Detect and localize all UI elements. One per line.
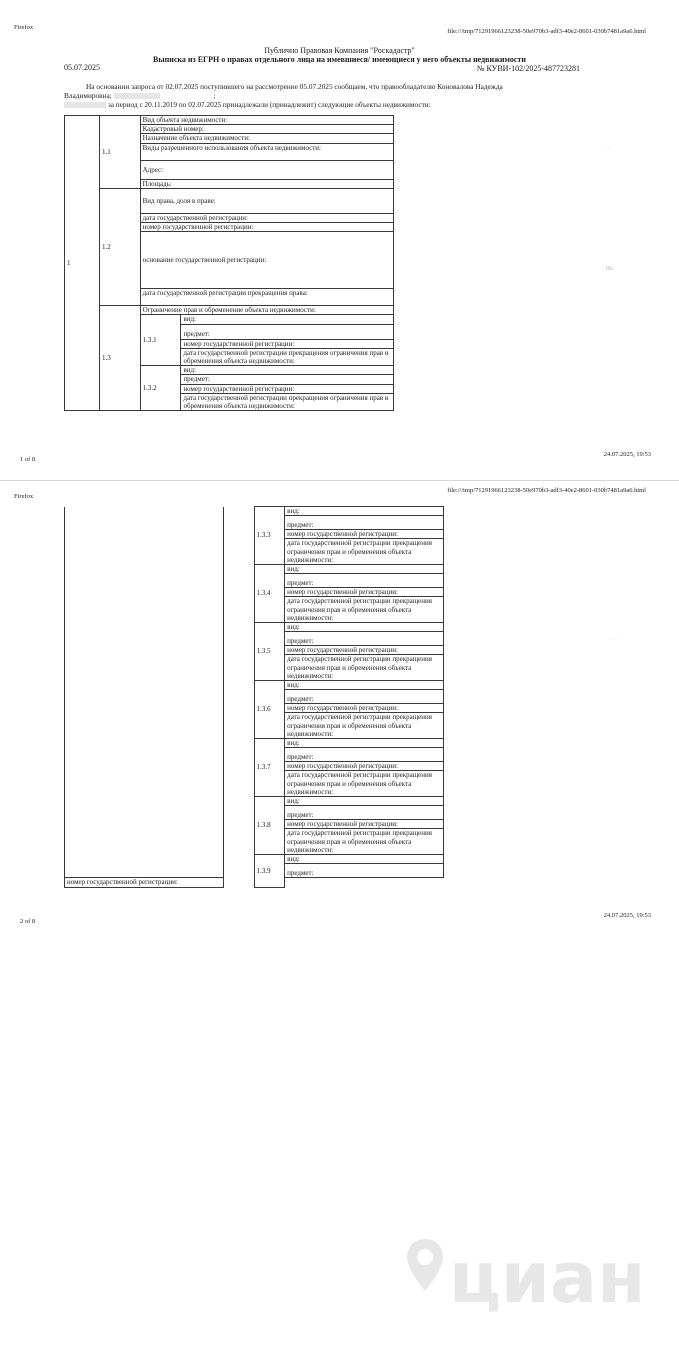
sub-field-subject: предмет: xyxy=(285,748,444,762)
field-termination-date: дата государственной регистрации прекращения права: xyxy=(140,289,393,306)
document-number: № КУВИ-102/2025-487723281 xyxy=(476,64,580,73)
field-cadastral-number: Кадастровый номер: xyxy=(140,125,393,134)
field-reg-date: дата государственной регистрации: xyxy=(140,213,393,222)
subsection-1-3-2-fields xyxy=(181,366,394,411)
subsection-number: 1.3.4 xyxy=(254,565,285,623)
redacted-block xyxy=(64,102,106,108)
sub-field-subject: предмет: xyxy=(285,806,444,820)
section-number-1-1: 1.1 xyxy=(100,116,141,189)
scan-mark: · · · xyxy=(604,145,613,151)
section-number-1-2: 1.2 xyxy=(100,188,141,305)
field-restrictions: Ограничение прав и обременение объекта недвижимости: xyxy=(140,306,393,315)
sub-field-reg-number: номер государственной регистрации: xyxy=(285,762,444,771)
sub-field-termination: дата государственной регистрации прекращения ограничения прав и обременения объекта недвижимости: xyxy=(285,713,444,739)
property-table-page-2 xyxy=(64,506,596,888)
sub-field-subject: предмет: xyxy=(285,690,444,704)
sub-field-termination: дата государственной регистрации прекращения ограничения прав и обременения объекта недвижимости: xyxy=(285,539,444,565)
field-address: Адрес: xyxy=(140,160,393,179)
section-1-3-continued xyxy=(224,507,255,878)
section-number-1-3: 1.3 xyxy=(100,306,141,411)
cian-watermark xyxy=(405,1237,646,1347)
scan-mark: · · · xyxy=(608,637,617,643)
file-url[interactable]: file:///tmp/71291966123238-50e970b3-adf3-40e2-8601-030b7481a9a6.html xyxy=(447,28,646,35)
page-counter: 1 of 8 xyxy=(20,456,36,463)
subsection-number: 1.3.3 xyxy=(254,507,285,565)
subsection-number: 1.3.8 xyxy=(254,797,285,855)
sub-field-subject: предмет: xyxy=(285,516,444,530)
intro-line-1: На основании запроса от 02.07.2025 поступившего на рассмотрение 05.07.2025 сообщаем, что правообладателю Коновалова Надежда xyxy=(86,82,503,91)
sub-field-termination: дата государственной регистрации прекращения ограничения прав и обременения объекта недвижимости: xyxy=(285,829,444,855)
sub-field-kind: вид: xyxy=(285,681,444,690)
sub-field-kind: вид: xyxy=(285,507,444,516)
document-date: 05.07.2025 xyxy=(64,63,100,72)
subsection-number: 1.3.7 xyxy=(254,739,285,797)
field-purpose: Назначение объекта недвижимости: xyxy=(140,134,393,143)
sub-field-subject: предмет: xyxy=(181,375,393,384)
sub-field-termination: дата государственной регистрации прекращения ограничения прав и обременения объекта недвижимости: xyxy=(285,655,444,681)
organization-name: Публично Правовая Компания "Роскадастр" xyxy=(264,46,415,55)
sub-field-reg-number: номер государственной регистрации: xyxy=(181,339,394,348)
subsection-number-1-3-2: 1.3.2 xyxy=(140,366,181,411)
sub-field-kind: вид: xyxy=(285,797,444,806)
watermark-text: циан xyxy=(449,1237,646,1319)
sub-field-reg-number: номер государственной регистрации: xyxy=(285,646,444,655)
object-row-number: 1 xyxy=(65,116,100,411)
document-title: Выписка из ЕГРН о правах отдельного лица на имевшиеся/ имеющиеся у него объекты недвижимости xyxy=(153,55,526,64)
value-column xyxy=(394,116,596,411)
sub-field-subject: предмет: xyxy=(285,574,444,588)
intro-separator: ; xyxy=(213,91,216,100)
subsection-number: 1.3.6 xyxy=(254,681,285,739)
document-page-1 xyxy=(0,0,679,478)
sub-field-termination: дата государственной регистрации прекращения ограничения прав и обременения объекта недвижимости: xyxy=(181,348,394,365)
subsection-number-1-3-1: 1.3.1 xyxy=(140,315,181,366)
intro-line-3 xyxy=(64,100,594,109)
sub-field-kind: вид: xyxy=(285,855,444,864)
subsection-number: 1.3.9 xyxy=(254,855,285,887)
sub-field-reg-number: номер государственной регистрации: xyxy=(285,530,444,539)
file-url[interactable]: file:///tmp/71291966123238-50e970b3-adf3-40e2-8601-030b7481a9a6.html xyxy=(447,487,646,494)
redacted-block xyxy=(114,93,160,99)
object-row-number-continued xyxy=(65,507,224,878)
browser-name: Firefox xyxy=(14,493,34,500)
intro-line-2 xyxy=(64,91,594,100)
period-text: за период с 20.11.2019 по 02.07.2025 принадлежали (принадлежит) следующие объекты недвижимости: xyxy=(107,100,431,109)
owner-patronymic: Владимировна; xyxy=(64,91,112,100)
print-datetime: 24.07.2025, 19:53 xyxy=(603,451,651,458)
value-column xyxy=(444,507,596,878)
sub-field-kind: вид: xyxy=(285,565,444,574)
sub-field-kind: вид: xyxy=(285,739,444,748)
browser-name: Firefox xyxy=(14,24,34,31)
sub-field-kind: вид: xyxy=(285,623,444,632)
scan-mark: 8Iг. xyxy=(606,266,615,272)
field-object-type: Вид объекта недвижимости: xyxy=(140,116,393,125)
sub-field-termination: дата государственной регистрации прекращения ограничения прав и обременения объекта недвижимости: xyxy=(183,393,389,411)
sub-field-reg-number: номер государственной регистрации: xyxy=(65,878,224,887)
sub-field-subject: предмет: xyxy=(285,632,444,646)
field-reg-basis: основание государственной регистрации: xyxy=(140,232,393,289)
subsection-number: 1.3.5 xyxy=(254,623,285,681)
property-table-page-1 xyxy=(64,115,596,411)
field-right-type: Вид права, доля в праве: xyxy=(140,188,393,213)
field-area: Площадь: xyxy=(140,179,393,188)
field-reg-number: номер государственной регистрации: xyxy=(140,223,393,232)
document-page-2 xyxy=(0,480,679,1319)
sub-field-reg-number: номер государственной регистрации: xyxy=(181,385,393,394)
sub-field-termination: дата государственной регистрации прекращения ограничения прав и обременения объекта недвижимости: xyxy=(285,597,444,623)
sub-field-subject: предмет: xyxy=(285,864,444,878)
page-counter: 2 of 8 xyxy=(20,918,36,925)
sub-field-subject: предмет: xyxy=(181,324,394,339)
sub-field-kind: вид: xyxy=(181,315,394,324)
sub-field-reg-number: номер государственной регистрации: xyxy=(285,704,444,713)
print-datetime: 24.07.2025, 19:53 xyxy=(603,912,651,919)
field-permitted-use: Виды разрешенного использования объекта недвижимости: xyxy=(140,143,393,160)
sub-field-kind: вид: xyxy=(181,366,393,375)
sub-field-termination: дата государственной регистрации прекращения ограничения прав и обременения объекта недвижимости: xyxy=(285,771,444,797)
sub-field-reg-number: номер государственной регистрации: xyxy=(285,588,444,597)
location-pin-icon xyxy=(405,1237,445,1293)
sub-field-reg-number: номер государственной регистрации: xyxy=(285,820,444,829)
